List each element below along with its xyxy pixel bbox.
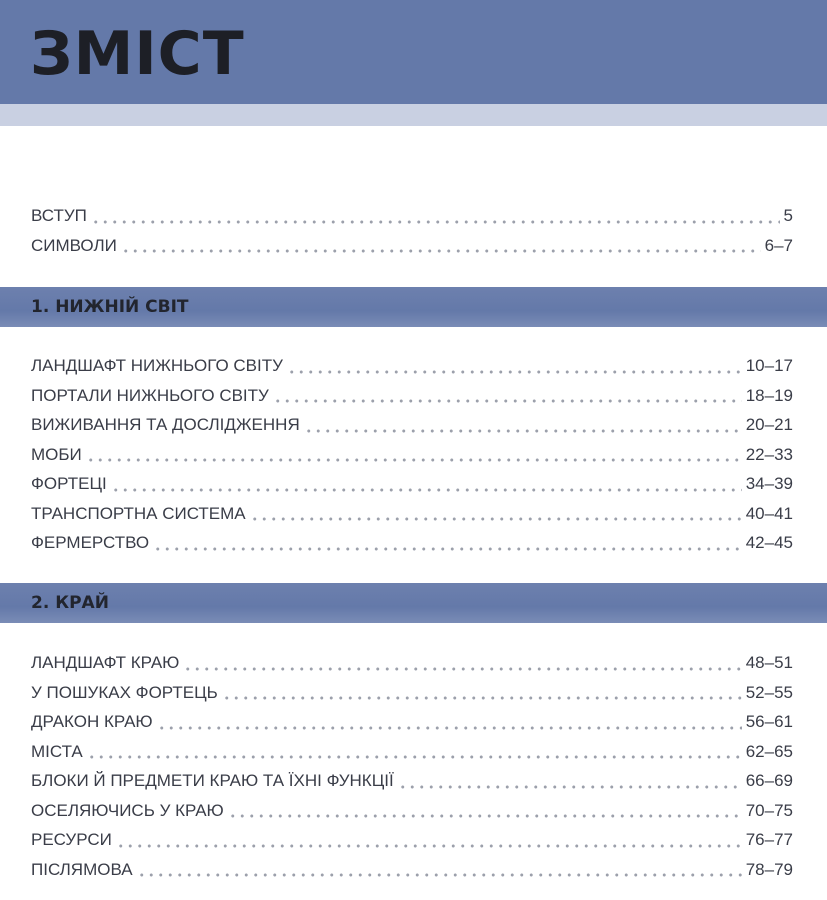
toc-entry-page: 18–19: [745, 385, 793, 405]
toc-entry-page: 6–7: [764, 235, 793, 255]
leader-dots: [87, 755, 742, 759]
toc-entry[interactable]: [31, 770, 793, 800]
toc-entry[interactable]: [31, 532, 793, 562]
toc-entry-label: У ПОШУКАХ ФОРТЕЦЬ: [31, 682, 218, 702]
page-title: ЗМІСТ: [30, 19, 245, 89]
toc-entry-page: 10–17: [745, 356, 793, 375]
leader-dots: [86, 458, 742, 462]
toc-entry-page: 42–45: [745, 533, 793, 552]
toc-entry-label: ДРАКОН КРАЮ: [31, 712, 153, 731]
toc-entry-page: 5: [783, 206, 793, 225]
toc-entry-label: ФЕРМЕРСТВО: [31, 533, 150, 552]
toc-entry-label: ЛАНДШАФТ КРАЮ: [31, 653, 180, 672]
toc-entry[interactable]: [31, 652, 793, 682]
toc-entry-label: ОСЕЛЯЮЧИСЬ У КРАЮ: [31, 800, 224, 820]
leader-dots: [111, 488, 742, 492]
toc-entry-page: 48–51: [745, 653, 793, 672]
toc-entry-label: СИМВОЛИ: [31, 235, 117, 255]
toc-entry-label: МІСТА: [31, 741, 83, 761]
toc-entry-page: 40–41: [745, 503, 793, 523]
leader-dots: [137, 873, 742, 877]
toc-entry-label: ФОРТЕЦІ: [31, 474, 107, 493]
toc-entry-label: МОБИ: [31, 444, 82, 464]
leader-dots: [91, 220, 780, 224]
toc-entry-page: 70–75: [745, 800, 793, 820]
toc-section-1-list: [31, 355, 793, 562]
header-stripe: [0, 104, 827, 126]
toc-entry[interactable]: [31, 355, 793, 385]
toc-entry[interactable]: [31, 682, 793, 712]
toc-entry[interactable]: [31, 205, 793, 235]
leader-dots: [183, 667, 741, 671]
toc-entry-label: ЛАНДШАФТ НИЖНЬОГО СВІТУ: [31, 356, 283, 375]
toc-section-2-list: [31, 652, 793, 888]
section-title: 2. КРАЙ: [31, 593, 109, 613]
toc-entry-page: 22–33: [745, 444, 793, 464]
leader-dots: [116, 844, 742, 848]
toc-entry[interactable]: [31, 473, 793, 503]
toc-entry-page: 34–39: [745, 474, 793, 493]
toc-entry[interactable]: [31, 859, 793, 889]
leader-dots: [121, 249, 761, 253]
toc-entry-label: ВСТУП: [31, 206, 87, 225]
toc-entry-page: 20–21: [745, 415, 793, 434]
section-header-1: [0, 287, 827, 327]
toc-entry-page: 66–69: [745, 771, 793, 790]
toc-entry[interactable]: [31, 414, 793, 444]
leader-dots: [222, 696, 742, 700]
toc-entry-page: 52–55: [745, 682, 793, 702]
toc-entry[interactable]: [31, 741, 793, 771]
toc-entry[interactable]: [31, 711, 793, 741]
toc-intro-list: [31, 205, 793, 264]
section-title: 1. НИЖНІЙ СВІТ: [31, 297, 189, 317]
section-header-2: [0, 583, 827, 623]
toc-entry[interactable]: [31, 444, 793, 474]
toc-entry-label: ПІСЛЯМОВА: [31, 859, 133, 879]
leader-dots: [153, 547, 742, 551]
leader-dots: [228, 814, 742, 818]
toc-entry-page: 76–77: [745, 830, 793, 849]
toc-entry[interactable]: [31, 235, 793, 265]
toc-entry-label: РЕСУРСИ: [31, 830, 112, 849]
toc-entry-page: 62–65: [745, 741, 793, 761]
toc-entry-page: 56–61: [745, 712, 793, 731]
toc-entry-page: 78–79: [745, 859, 793, 879]
toc-entry[interactable]: [31, 503, 793, 533]
toc-entry-label: ТРАНСПОРТНА СИСТЕМА: [31, 503, 246, 523]
leader-dots: [250, 517, 742, 521]
toc-entry-label: ПОРТАЛИ НИЖНЬОГО СВІТУ: [31, 385, 269, 405]
leader-dots: [287, 370, 742, 374]
toc-entry-label: БЛОКИ Й ПРЕДМЕТИ КРАЮ ТА ЇХНІ ФУНКЦІЇ: [31, 771, 394, 790]
leader-dots: [157, 726, 742, 730]
toc-entry[interactable]: [31, 385, 793, 415]
toc-entry-label: ВИЖИВАННЯ ТА ДОСЛІДЖЕННЯ: [31, 415, 300, 434]
leader-dots: [398, 785, 742, 789]
toc-entry[interactable]: [31, 800, 793, 830]
leader-dots: [273, 399, 742, 403]
toc-entry[interactable]: [31, 829, 793, 859]
leader-dots: [304, 429, 742, 433]
